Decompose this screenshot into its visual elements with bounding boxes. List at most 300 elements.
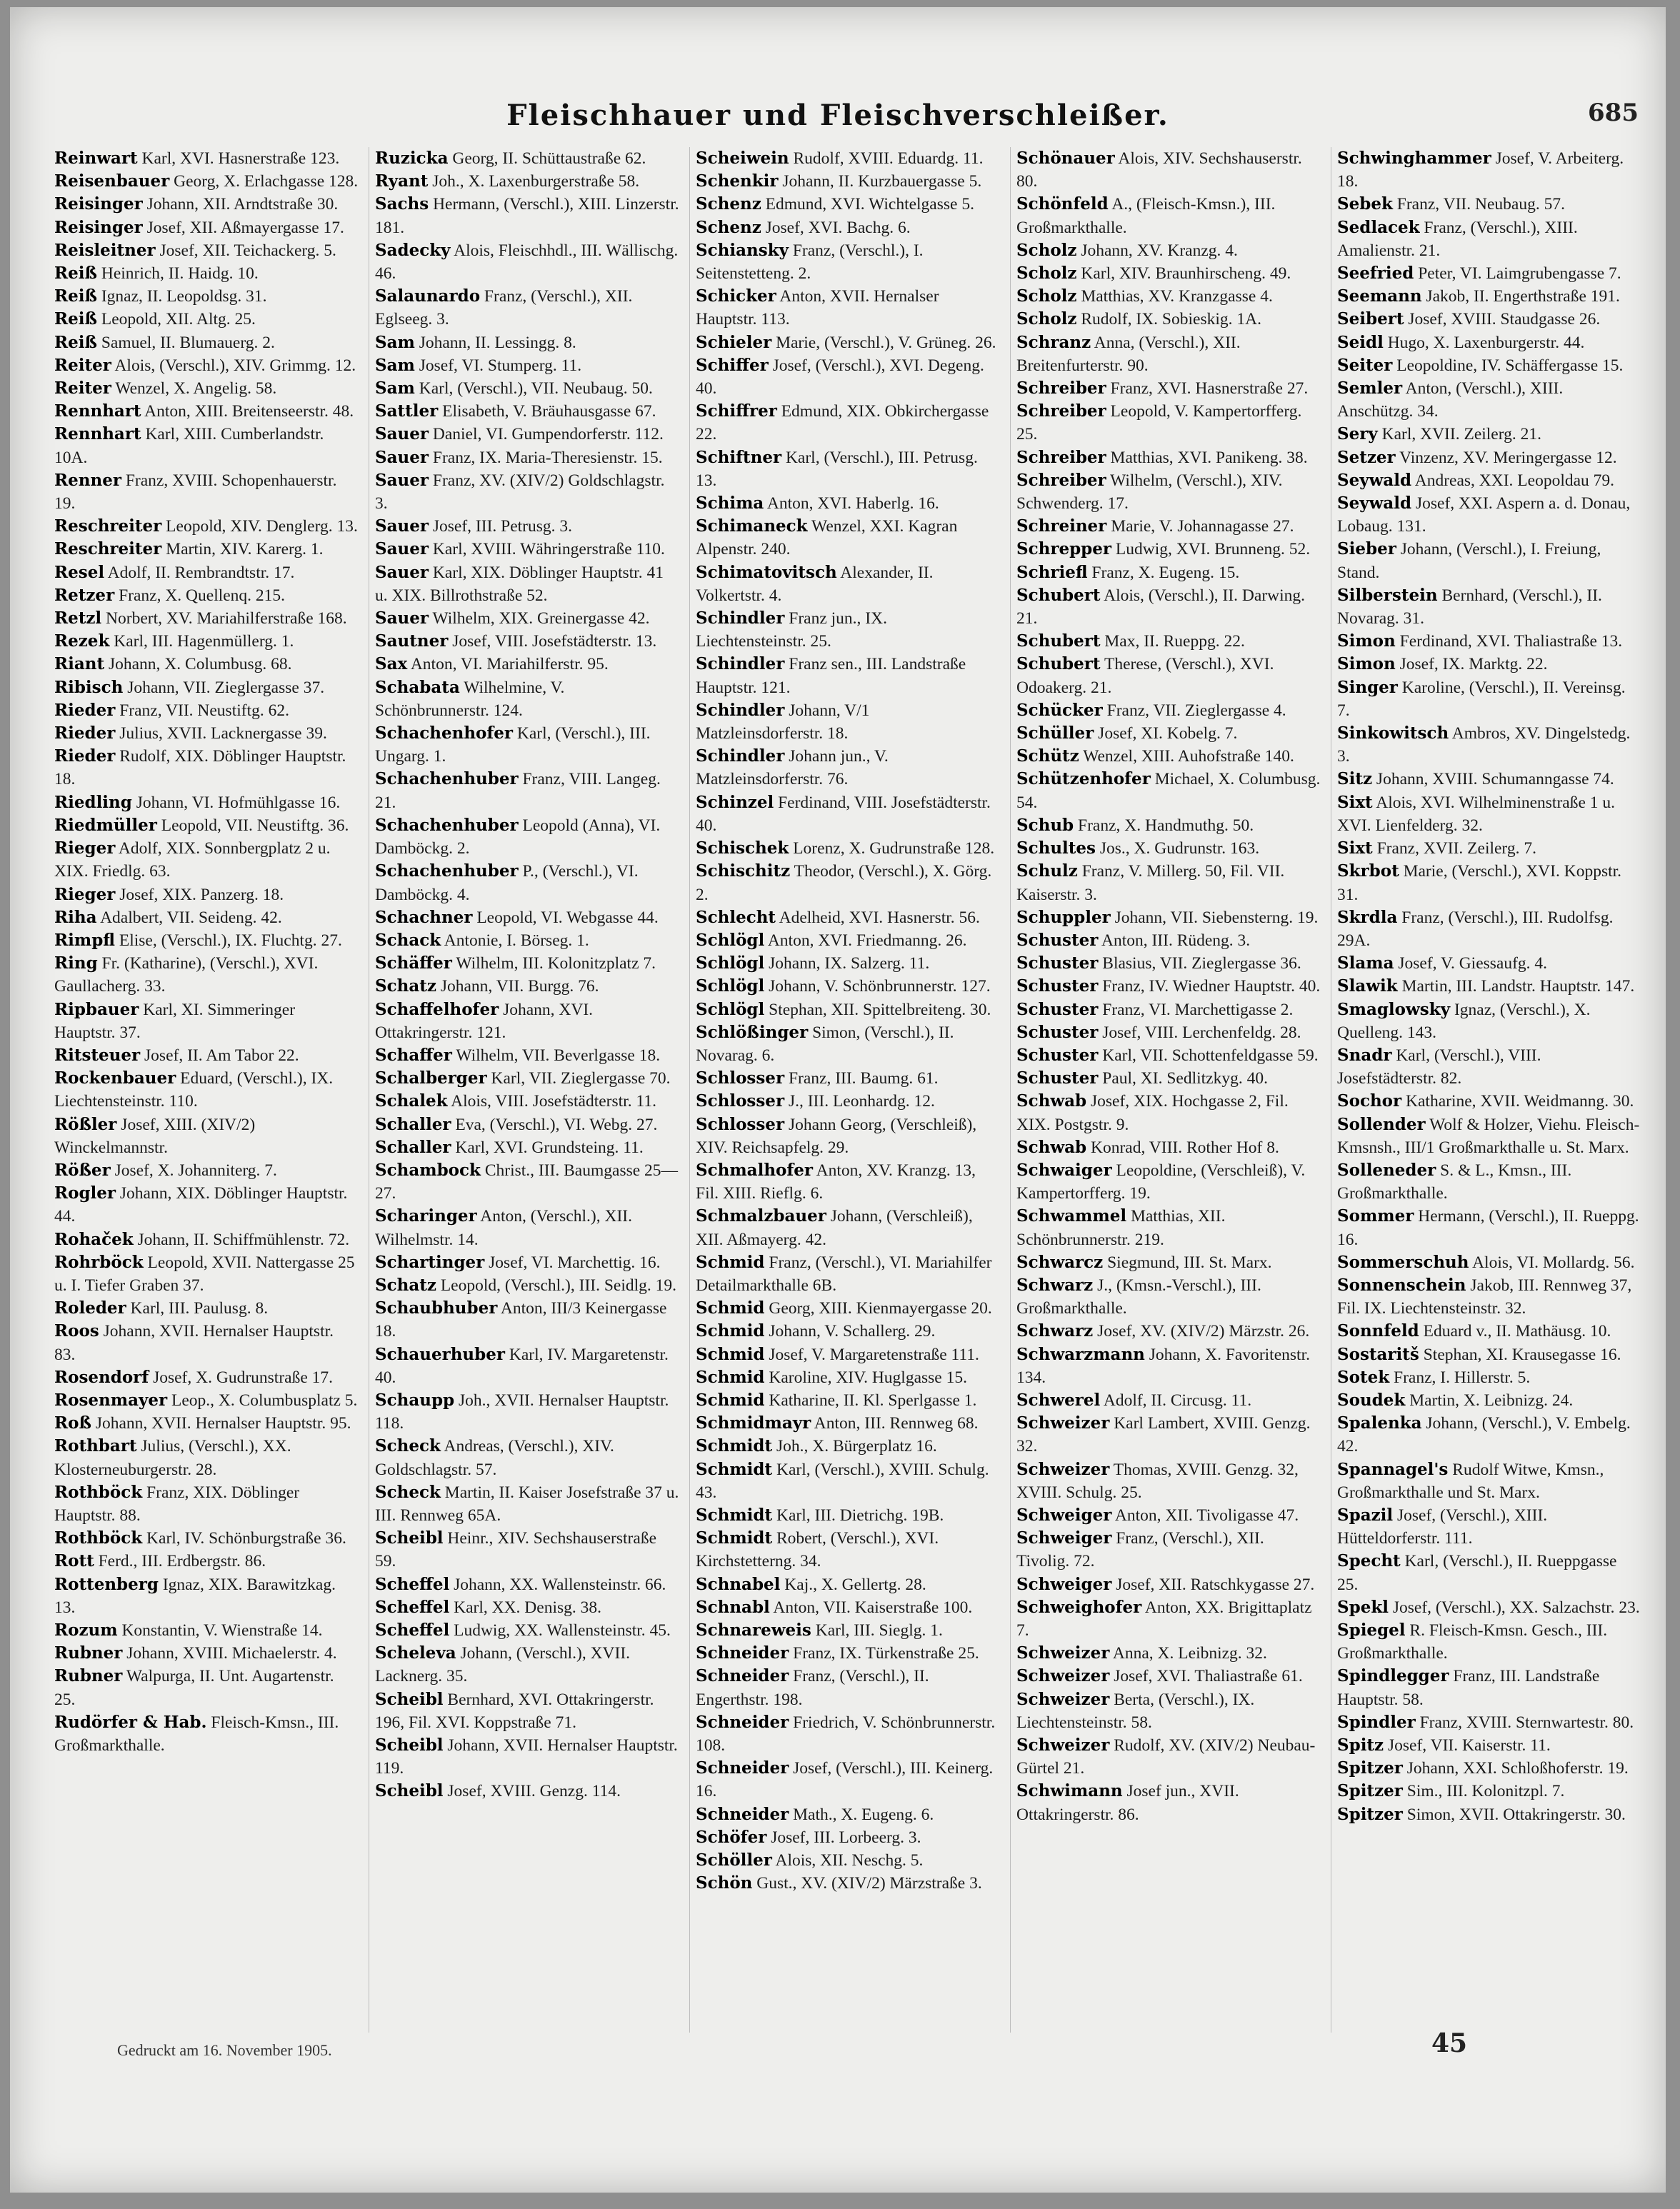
- directory-entry: [375, 331, 679, 354]
- entry-details: Franz, (Verschl.), XIII. Amalienstr. 21.: [1337, 218, 1578, 260]
- entry-details: Konstantin, V. Wienstraße 14.: [117, 1621, 323, 1640]
- entry-name: Schauerhuber: [375, 1344, 505, 1364]
- entry-name: Schuppler: [1016, 907, 1111, 927]
- entry-name: Schimaneck: [696, 516, 808, 536]
- entry-name: Schütz: [1016, 746, 1079, 766]
- entry-details: Franz, XVII. Zeilerg. 7.: [1372, 839, 1536, 858]
- directory-entry: [1016, 1458, 1321, 1504]
- entry-details: Wolf & Holzer, Viehu. Fleisch-Kmsnsh., III/1 Großmarkthalle u. St. Marx.: [1337, 1115, 1640, 1157]
- entry-details: Josef, XV. (XIV/2) Märzstr. 26.: [1093, 1322, 1310, 1341]
- directory-entry: [54, 331, 359, 354]
- entry-details: Franz, XVIII. Sternwartestr. 80.: [1415, 1713, 1634, 1732]
- directory-entry: [1337, 193, 1641, 216]
- entry-details: Anton, III/3 Keinergasse 18.: [375, 1299, 667, 1341]
- directory-page: [10, 7, 1666, 2193]
- entry-name: Schöfer: [696, 1827, 767, 1847]
- entry-details: Bernhard, XVI. Ottakringerstr. 196, Fil. XVI. Koppstraße 71.: [375, 1690, 654, 1732]
- entry-name: Schischek: [696, 838, 789, 858]
- entry-details: Franz, VI. Marchettigasse 2.: [1098, 1000, 1294, 1019]
- entry-name: Sollender: [1337, 1114, 1426, 1134]
- directory-entry: [696, 1090, 1000, 1113]
- entry-name: Scheck: [375, 1482, 441, 1502]
- entry-name: Reiß: [54, 332, 97, 352]
- entry-name: Schaubhuber: [375, 1298, 498, 1318]
- entry-details: Wilhelm, VII. Beverlgasse 18.: [451, 1046, 661, 1065]
- entry-details: Jos., X. Gudrunstr. 163.: [1096, 839, 1260, 858]
- entry-name: Schreiber: [1016, 401, 1106, 421]
- entry-details: Johann, XVII. Hernalser Hauptstr. 83.: [54, 1322, 334, 1364]
- directory-entry: [1337, 1711, 1641, 1734]
- entry-name: Schaupp: [375, 1390, 455, 1410]
- entry-name: Schücker: [1016, 700, 1103, 720]
- entry-details: Josef, XII. Ratschkygasse 27.: [1111, 1575, 1315, 1594]
- directory-entry: [696, 400, 1000, 446]
- entry-name: Schweiger: [1016, 1528, 1112, 1548]
- entry-name: Schaffer: [375, 1045, 452, 1065]
- entry-details: Leopold, XVII. Nattergasse 25 u. I. Tiefer Graben 37.: [54, 1253, 355, 1295]
- entry-details: Anton, XIII. Breitenseerstr. 48.: [141, 402, 354, 421]
- entry-name: Seefried: [1337, 264, 1414, 284]
- directory-entry: [696, 1458, 1000, 1504]
- entry-details: Peter, VI. Laimgrubengasse 7.: [1414, 264, 1621, 284]
- entry-details: Johann, VII. Siebensterng. 19.: [1110, 908, 1319, 927]
- directory-entry: [375, 1343, 679, 1389]
- entry-details: Alexander, II. Volkertstr. 4.: [696, 563, 934, 605]
- entry-details: Karl, XI. Simmeringer Hauptstr. 37.: [54, 1000, 296, 1042]
- entry-name: Scheibl: [375, 1735, 444, 1755]
- entry-name: Reisenbauer: [54, 171, 170, 191]
- entry-details: Josef, XII. Teichackerg. 5.: [155, 241, 336, 260]
- directory-entry: [1337, 377, 1641, 423]
- entry-name: Scheffel: [375, 1597, 450, 1617]
- entry-details: Johann, (Verschl.), XVII. Lacknerg. 35.: [375, 1644, 631, 1686]
- entry-name: Schönfeld: [1016, 194, 1109, 214]
- entry-name: Schlögl: [696, 953, 765, 973]
- entry-details: Franz, III. Landstraße Hauptstr. 58.: [1337, 1667, 1600, 1709]
- entry-name: Rockenbauer: [54, 1068, 176, 1088]
- directory-entry: [375, 469, 679, 515]
- directory-entry: [1337, 1044, 1641, 1090]
- directory-column: [369, 147, 679, 2033]
- directory-entry: [1337, 1458, 1641, 1504]
- directory-entry: [1016, 515, 1321, 538]
- entry-details: Josef, XIX. Panzerg. 18.: [115, 885, 284, 904]
- directory-entry: [1337, 262, 1641, 285]
- entry-name: Riha: [54, 907, 97, 927]
- directory-entry: [1016, 745, 1321, 768]
- directory-entry: [54, 170, 359, 193]
- entry-details: Leopoldine, (Verschleiß), V. Kampertorfferg. 19.: [1016, 1161, 1306, 1203]
- entry-details: Karl, XVI. Grundsteing. 11.: [451, 1138, 644, 1157]
- directory-entry: [1337, 630, 1641, 653]
- entry-details: Siegmund, III. St. Marx.: [1103, 1253, 1272, 1272]
- entry-name: Rieder: [54, 700, 116, 720]
- directory-entry: [696, 1849, 1000, 1872]
- entry-details: Heinrich, II. Haidg. 10.: [96, 264, 259, 284]
- entry-details: Martin, X. Leibnizg. 24.: [1405, 1391, 1574, 1410]
- entry-details: Josef, X. Johanniterg. 7.: [110, 1161, 277, 1180]
- entry-details: Blasius, VII. Zieglergasse 36.: [1098, 954, 1301, 973]
- entry-details: Georg, X. Erlachgasse 128.: [169, 172, 359, 191]
- entry-name: Sostaritš: [1337, 1344, 1419, 1364]
- directory-column: [54, 147, 359, 2033]
- entry-name: Sixt: [1337, 838, 1373, 858]
- entry-details: Elise, (Verschl.), IX. Fluchtg. 27.: [115, 931, 342, 950]
- entry-details: Johann, VII. Burgg. 76.: [436, 977, 599, 996]
- entry-name: Schreiber: [1016, 379, 1106, 399]
- entry-name: Schwarz: [1016, 1275, 1094, 1295]
- entry-name: Rimpfl: [54, 930, 115, 950]
- directory-entry: [696, 1366, 1000, 1389]
- entry-name: Schwerel: [1016, 1390, 1101, 1410]
- directory-entry: [375, 423, 679, 446]
- entry-name: Schachner: [375, 907, 473, 927]
- entry-details: Gust., XV. (XIV/2) Märzstraße 3.: [752, 1874, 982, 1893]
- entry-details: Johann, V. Schönbrunnerstr. 127.: [764, 977, 991, 996]
- directory-entry: [696, 1527, 1000, 1573]
- entry-name: Sochor: [1337, 1091, 1402, 1111]
- directory-entry: [696, 653, 1000, 698]
- entry-name: Schreiber: [1016, 470, 1106, 490]
- entry-details: Franz, V. Millerg. 50, Fil. VII. Kaiserstr. 3.: [1016, 862, 1285, 904]
- entry-details: Josef, XVIII. Staudgasse 26.: [1404, 310, 1601, 329]
- entry-name: Schieler: [696, 332, 772, 352]
- entry-details: Josef, XXI. Aspern a. d. Donau, Lobaug. 131.: [1337, 494, 1631, 536]
- entry-details: Kaj., X. Gellertg. 28.: [780, 1575, 926, 1594]
- entry-name: Sauer: [375, 562, 429, 582]
- entry-name: Reisleitner: [54, 240, 156, 260]
- entry-name: Spitzer: [1337, 1781, 1403, 1801]
- directory-entry: [54, 1527, 359, 1550]
- entry-name: Rieder: [54, 746, 116, 766]
- entry-details: Martin, XIV. Karerg. 1.: [161, 540, 324, 559]
- directory-entry: [696, 1297, 1000, 1320]
- entry-details: Josef, XVIII. Genzg. 114.: [443, 1782, 621, 1801]
- entry-name: Schmidt: [696, 1505, 773, 1525]
- entry-name: Rozum: [54, 1621, 118, 1640]
- entry-name: Schriefl: [1016, 562, 1088, 582]
- entry-details: Anna, X. Leibnizg. 32.: [1109, 1644, 1267, 1663]
- entry-name: Spitzer: [1337, 1804, 1403, 1824]
- entry-name: Rudörfer & Hab.: [54, 1712, 207, 1732]
- entry-details: Alois, XIV. Sechshauserstr. 80.: [1016, 149, 1302, 191]
- entry-details: Franz, IV. Wiedner Hauptstr. 40.: [1098, 977, 1321, 996]
- entry-name: Sery: [1337, 424, 1378, 444]
- directory-entry: [1337, 1389, 1641, 1412]
- entry-name: Schweizer: [1016, 1459, 1110, 1479]
- directory-entry: [375, 1136, 679, 1159]
- directory-entry: [696, 331, 1000, 354]
- entry-details: Karl, XX. Denisg. 38.: [449, 1598, 601, 1617]
- directory-entry: [1016, 469, 1321, 515]
- directory-entry: [696, 1320, 1000, 1343]
- entry-name: Scheffel: [375, 1574, 450, 1594]
- entry-name: Schmidt: [696, 1459, 773, 1479]
- entry-details: Daniel, VI. Gumpendorferstr. 112.: [429, 425, 664, 444]
- directory-entry: [1337, 469, 1641, 492]
- directory-entry: [1016, 331, 1321, 377]
- entry-name: Schuster: [1016, 1068, 1099, 1088]
- entry-name: Reiß: [54, 264, 97, 284]
- entry-details: Johann, XV. Kranzg. 4.: [1076, 241, 1238, 260]
- entry-name: Sautner: [375, 631, 449, 651]
- entry-details: Adalbert, VII. Seideng. 42.: [96, 908, 282, 927]
- directory-entry: [1016, 262, 1321, 285]
- directory-entry: [696, 1596, 1000, 1619]
- entry-name: Scheiwein: [696, 149, 789, 168]
- entry-details: Josef, XVI. Thaliastraße 61.: [1109, 1667, 1303, 1686]
- entry-name: Sauer: [375, 539, 429, 559]
- entry-details: Michael, X. Columbusg. 54.: [1016, 770, 1321, 812]
- directory-entry: [375, 975, 679, 998]
- entry-name: Scheleva: [375, 1643, 456, 1663]
- directory-entry: [1016, 699, 1321, 722]
- entry-name: Sebek: [1337, 194, 1393, 214]
- directory-entry: [54, 1297, 359, 1320]
- directory-entry: [54, 699, 359, 722]
- entry-details: Josef, VI. Stumperg. 11.: [414, 356, 582, 375]
- entry-name: Schlögl: [696, 999, 765, 1019]
- entry-name: Schwammel: [1016, 1206, 1127, 1226]
- entry-details: Wilhelm, XIX. Greinergasse 42.: [429, 609, 650, 628]
- directory-entry: [54, 1389, 359, 1412]
- entry-name: Scheffel: [375, 1621, 450, 1640]
- entry-details: Karl, XVIII. Währingerstraße 110.: [429, 540, 665, 559]
- entry-details: Franz, (Verschl.), XII. Tivolig. 72.: [1016, 1529, 1264, 1571]
- entry-name: Schaller: [375, 1137, 451, 1157]
- entry-details: Johann, (Verschleiß), XII. Aßmayerg. 42.: [696, 1207, 973, 1249]
- entry-name: Schachenhuber: [375, 861, 519, 881]
- entry-name: Schubert: [1016, 631, 1101, 651]
- entry-name: Singer: [1337, 677, 1398, 697]
- entry-details: Josef, VIII. Josefstädterstr. 13.: [448, 632, 657, 651]
- directory-entry: [54, 561, 359, 584]
- entry-details: Franz, XVIII. Schopenhauerstr. 19.: [54, 471, 337, 514]
- entry-details: Franz, VIII. Langeg. 21.: [375, 770, 661, 812]
- directory-entry: [1337, 584, 1641, 630]
- directory-entry: [696, 699, 1000, 745]
- entry-details: Karl, (Verschl.), VIII. Josefstädterstr. 82.: [1337, 1046, 1541, 1088]
- entry-details: Marie, V. Johannagasse 27.: [1106, 517, 1294, 536]
- entry-details: Anton, III. Rennweg 68.: [811, 1414, 979, 1433]
- entry-details: Georg, XIII. Kienmayergasse 20.: [764, 1299, 992, 1318]
- directory-entry: [696, 561, 1000, 607]
- directory-entry: [375, 1481, 679, 1527]
- entry-name: Schaffelhofer: [375, 999, 499, 1019]
- entry-details: Johann, II. Schiffmühlenstr. 72.: [133, 1230, 350, 1249]
- entry-name: Schischitz: [696, 861, 791, 881]
- entry-details: Anton, XV. Kranzg. 13, Fil. XIII. Rieflg. 6.: [696, 1161, 976, 1203]
- entry-name: Rottenberg: [54, 1574, 159, 1594]
- entry-name: Sauer: [375, 516, 429, 536]
- entry-details: Josef, II. Am Tabor 22.: [140, 1046, 299, 1065]
- entry-details: Simon, (Verschl.), II. Novarag. 6.: [696, 1023, 954, 1065]
- directory-entry: [696, 285, 1000, 331]
- directory-entry: [375, 814, 679, 860]
- entry-details: Stephan, XI. Krausegasse 16.: [1419, 1345, 1621, 1364]
- entry-details: Andreas, (Verschl.), XIV. Goldschlagstr. 57.: [375, 1437, 614, 1479]
- entry-name: Schicker: [696, 286, 776, 306]
- entry-name: Schwinghammer: [1337, 149, 1491, 168]
- entry-details: Hermann, (Verschl.), XIII. Linzerstr. 181.: [375, 195, 679, 237]
- entry-details: Franz, IX. Türkenstraße 25.: [789, 1644, 979, 1663]
- directory-entry: [1016, 400, 1321, 446]
- entry-details: Karl, XIV. Braunhirscheng. 49.: [1076, 264, 1291, 284]
- directory-entry: [1337, 1366, 1641, 1389]
- entry-details: Ferdinand, VIII. Josefstädterstr. 40.: [696, 793, 991, 835]
- entry-details: Johann, XVIII. Michaelerstr. 4.: [122, 1644, 337, 1663]
- directory-entry: [696, 1067, 1000, 1090]
- entry-details: Theodor, (Verschl.), X. Görg. 2.: [696, 862, 992, 904]
- entry-name: Scholz: [1016, 309, 1077, 329]
- directory-entry: [375, 1596, 679, 1619]
- entry-name: Scharinger: [375, 1206, 477, 1226]
- entry-details: Thomas, XVIII. Genzg. 32, XVIII. Schulg. 25.: [1016, 1460, 1299, 1502]
- entry-name: Schenkir: [696, 171, 779, 191]
- entry-name: Schimatovitsch: [696, 562, 837, 582]
- entry-name: Soudek: [1337, 1390, 1406, 1410]
- entry-details: Franz, (Verschl.), III. Rudolfsg. 29A.: [1337, 908, 1614, 950]
- entry-details: Johann, VI. Hofmühlgasse 16.: [131, 793, 341, 812]
- entry-name: Scheibl: [375, 1689, 444, 1709]
- directory-entry: [1016, 1343, 1321, 1389]
- entry-details: Eva, (Verschl.), VI. Webg. 27.: [451, 1115, 658, 1134]
- entry-details: Anton, XII. Tivoligasse 47.: [1111, 1506, 1299, 1525]
- entry-details: Franz, (Verschl.), VI. Mariahilfer Detailmarkthalle 6B.: [696, 1253, 992, 1295]
- directory-entry: [696, 1412, 1000, 1435]
- entry-name: Schulz: [1016, 861, 1078, 881]
- entry-details: Anton, XVI. Haberlg. 16.: [764, 494, 939, 514]
- entry-details: Karl, IV. Margaretenstr. 40.: [375, 1345, 669, 1387]
- entry-details: Katharine, XVII. Weidmanng. 30.: [1401, 1092, 1634, 1111]
- entry-name: Spitzer: [1337, 1758, 1403, 1778]
- entry-details: Wilhelmine, V. Schönbrunnerstr. 124.: [375, 678, 565, 720]
- entry-details: Franz, X. Eugeng. 15.: [1087, 563, 1240, 582]
- directory-entry: [54, 147, 359, 170]
- entry-name: Rothböck: [54, 1528, 143, 1548]
- directory-entry: [375, 768, 679, 813]
- entry-name: Schachenhuber: [375, 769, 519, 789]
- directory-entry: [375, 170, 679, 193]
- entry-details: Eduard, (Verschl.), IX. Liechtensteinstr. 110.: [54, 1069, 334, 1111]
- directory-entry: [375, 676, 679, 722]
- entry-details: Berta, (Verschl.), IX. Liechtensteinstr. 58.: [1016, 1690, 1255, 1732]
- directory-entry: [54, 607, 359, 630]
- directory-entry: [696, 1389, 1000, 1412]
- entry-details: P., (Verschl.), VI. Damböckg. 4.: [375, 862, 639, 904]
- entry-details: Martin, II. Kaiser Josefstraße 37 u. III. Rennweg 65A.: [375, 1483, 679, 1525]
- entry-name: Schlößinger: [696, 1022, 809, 1042]
- entry-details: Karl, XIX. Döblinger Hauptstr. 41 u. XIX. Billrothstraße 52.: [375, 563, 664, 605]
- directory-entry: [696, 147, 1000, 170]
- directory-entry: [1016, 929, 1321, 952]
- entry-name: Schwaiger: [1016, 1160, 1112, 1180]
- entry-details: Ignaz, (Verschl.), X. Quelleng. 143.: [1337, 1000, 1591, 1042]
- directory-entry: [1337, 768, 1641, 791]
- directory-entry: [375, 377, 679, 400]
- entry-name: Sommer: [1337, 1206, 1414, 1226]
- entry-name: Schmalzbauer: [696, 1206, 826, 1226]
- entry-name: Schiffrer: [696, 401, 777, 421]
- directory-entry: [696, 1435, 1000, 1458]
- directory-entry: [696, 1504, 1000, 1527]
- entry-name: Schwab: [1016, 1137, 1087, 1157]
- entry-details: Alois, (Verschl.), II. Darwing. 21.: [1016, 586, 1306, 628]
- directory-entry: [696, 354, 1000, 400]
- entry-name: Schlögl: [696, 976, 765, 996]
- directory-entry: [54, 906, 359, 929]
- entry-name: Sauer: [375, 447, 429, 467]
- entry-name: Sotek: [1337, 1367, 1390, 1387]
- directory-entry: [696, 952, 1000, 975]
- entry-details: Josef, III. Lorbeerg. 3.: [766, 1828, 921, 1847]
- directory-entry: [375, 1389, 679, 1435]
- entry-details: Max, II. Rueppg. 22.: [1100, 632, 1245, 651]
- entry-name: Roleder: [54, 1298, 126, 1318]
- directory-entry: [1337, 1113, 1641, 1159]
- entry-name: Schiftner: [696, 447, 782, 467]
- entry-details: Josef, VII. Kaiserstr. 11.: [1384, 1736, 1551, 1755]
- entry-name: Schlosser: [696, 1091, 785, 1111]
- directory-entry: [696, 860, 1000, 906]
- entry-details: Johann, X. Columbusg. 68.: [104, 655, 292, 674]
- directory-entry: [54, 515, 359, 538]
- entry-details: Wenzel, X. Angelig. 58.: [111, 379, 277, 399]
- entry-details: Josef, XIX. Hochgasse 2, Fil. XIX. Postgstr. 9.: [1016, 1092, 1289, 1134]
- entry-details: Wilhelm, (Verschl.), XIV. Schwenderg. 17.: [1016, 471, 1283, 514]
- entry-name: Schreiber: [1016, 447, 1106, 467]
- entry-details: Norbert, XV. Mariahilferstraße 168.: [101, 609, 347, 628]
- directory-entry: [1016, 630, 1321, 653]
- entry-details: Matthias, XV. Kranzgasse 4.: [1076, 287, 1273, 306]
- entry-name: Reiß: [54, 309, 97, 329]
- entry-name: Sauer: [375, 470, 429, 490]
- entry-name: Schweizer: [1016, 1413, 1110, 1433]
- entry-details: Rudolf, XIX. Döblinger Hauptstr. 18.: [54, 747, 346, 789]
- entry-details: Paul, XI. Sedlitzkyg. 40.: [1098, 1069, 1268, 1088]
- entry-name: Schwarcz: [1016, 1252, 1104, 1272]
- entry-name: Schuster: [1016, 1045, 1099, 1065]
- directory-entry: [1016, 1320, 1321, 1343]
- entry-details: Simon, XVII. Ottakringerstr. 30.: [1402, 1805, 1626, 1824]
- directory-entry: [1337, 285, 1641, 308]
- entry-details: Karl, XIII. Cumberlandstr. 10A.: [54, 425, 324, 467]
- directory-entry: [1016, 1067, 1321, 1090]
- entry-name: Schindler: [696, 608, 785, 628]
- entry-name: Seidl: [1337, 332, 1384, 352]
- entry-name: Schweizer: [1016, 1643, 1110, 1663]
- entry-name: Scheibl: [375, 1528, 444, 1548]
- entry-details: Lorenz, X. Gudrunstraße 128.: [789, 839, 995, 858]
- entry-details: Julius, (Verschl.), XX. Klosterneuburgerstr. 28.: [54, 1437, 291, 1479]
- directory-entry: [54, 676, 359, 699]
- entry-details: Ignaz, XIX. Barawitzkag. 13.: [54, 1575, 336, 1617]
- entry-details: Heinr., XIV. Sechshauserstraße 59.: [375, 1529, 656, 1571]
- entry-name: Sauer: [375, 424, 429, 444]
- entry-details: Ferd., III. Erdbergstr. 86.: [94, 1552, 266, 1571]
- entry-name: Rothböck: [54, 1482, 143, 1502]
- entry-name: Schwimann: [1016, 1781, 1123, 1801]
- directory-entry: [1337, 423, 1641, 446]
- entry-details: Josef, XI. Kobelg. 7.: [1094, 724, 1238, 743]
- entry-name: Setzer: [1337, 447, 1396, 467]
- entry-name: Schmid: [696, 1321, 765, 1341]
- directory-entry: [696, 1113, 1000, 1159]
- directory-entry: [1337, 1734, 1641, 1757]
- entry-details: Johann, XVIII. Schumanngasse 74.: [1372, 770, 1614, 789]
- directory-entry: [375, 1297, 679, 1343]
- entry-details: Karl, XVI. Hasnerstraße 123.: [137, 149, 340, 168]
